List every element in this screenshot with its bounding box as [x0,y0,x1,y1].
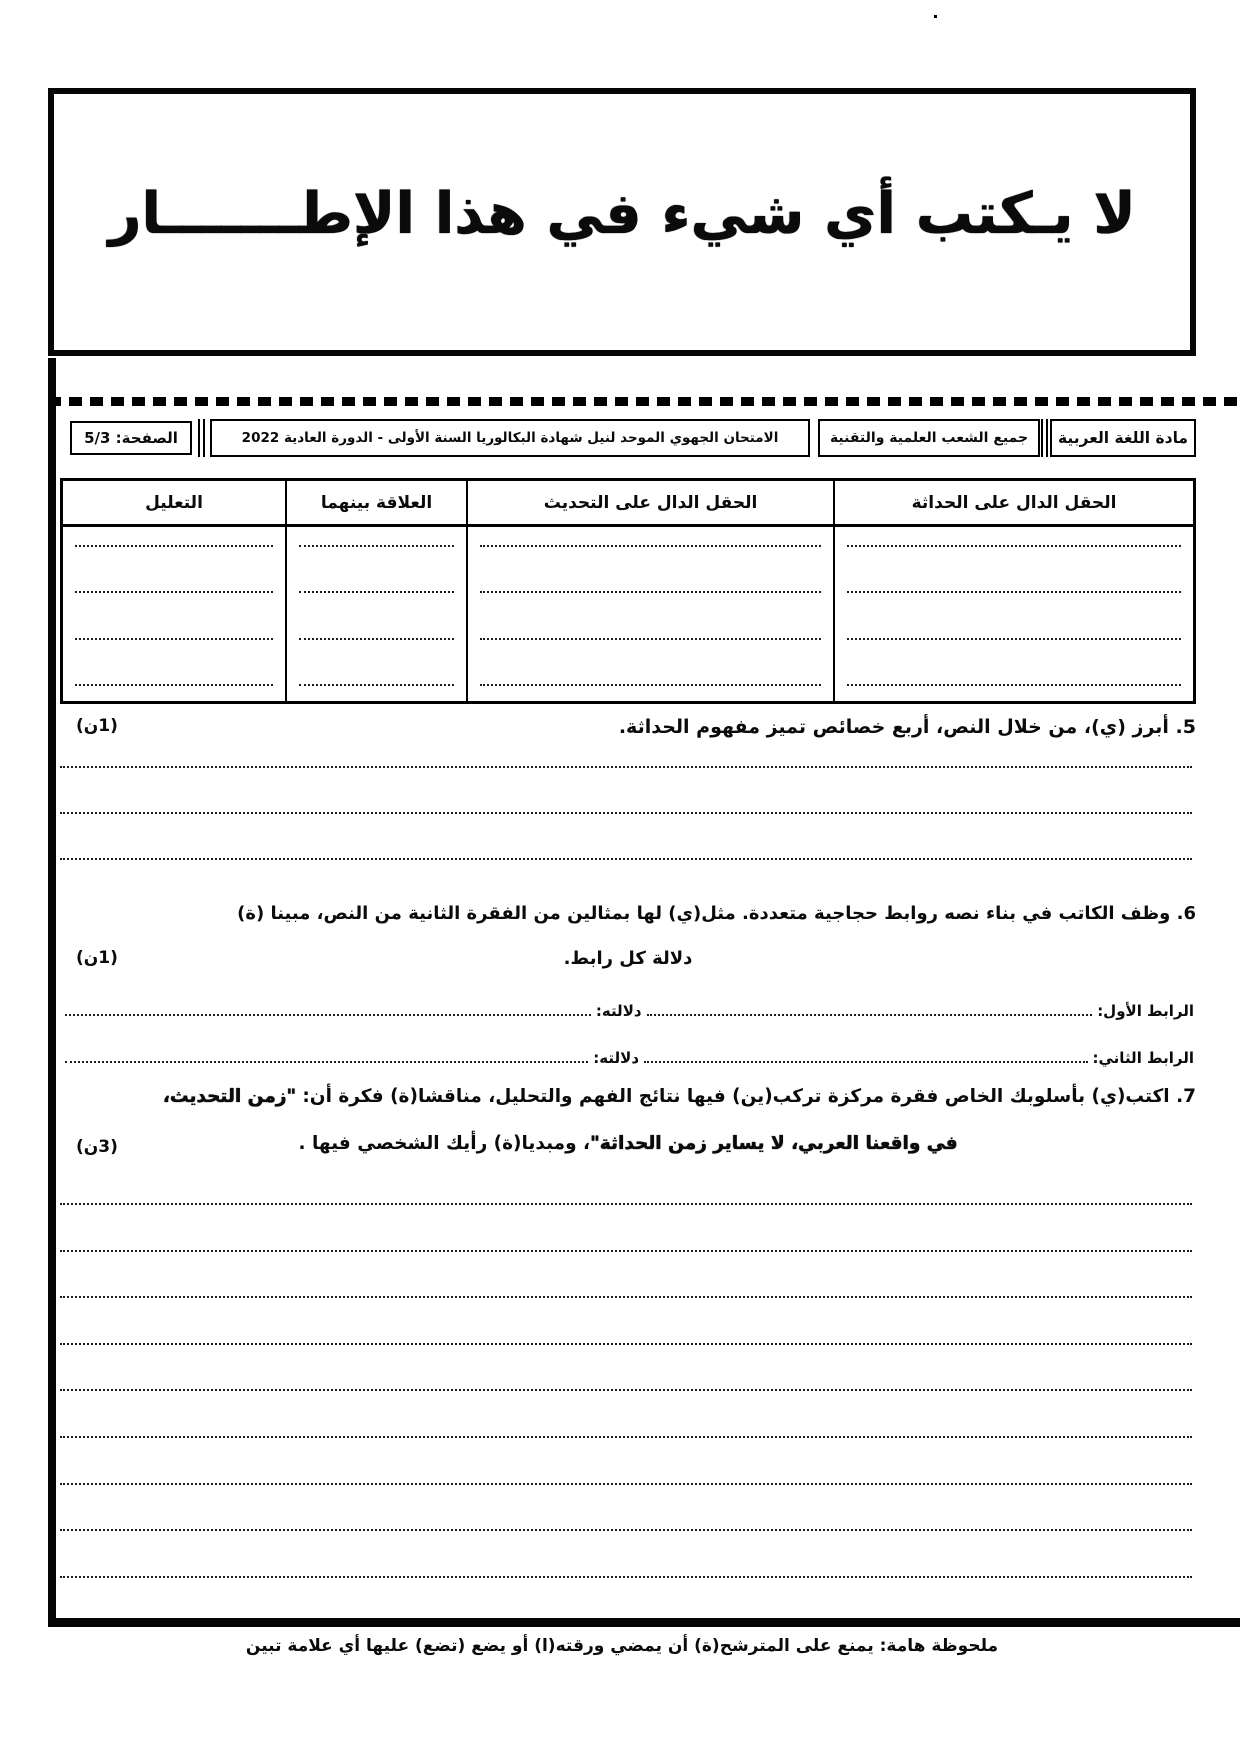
answer-line [60,1389,1192,1436]
answer-line [60,1250,1192,1297]
connector-1-meaning-label: دلالته: [595,1002,642,1020]
table-answer-line [480,545,821,547]
table-cell-justification [63,527,285,701]
analysis-table-body [63,527,1193,701]
question-5-text: 5. أبرز (ي)، من خلال النص، أربع خصائص تميز مفهوم الحداثة. [618,716,1196,738]
connector-2-answer-line [644,1061,1087,1063]
table-cell-relationship [285,527,466,701]
connector-2-label: الرابط الثاني: [1092,1049,1194,1067]
header-divider [1041,419,1048,457]
connector-2-meaning-label: دلالته: [593,1049,640,1067]
connector-2-row [60,1043,1194,1067]
table-cell-modernity [833,527,1193,701]
table-answer-line [299,591,454,593]
question-7-quote-start: "زمن التحديث، [162,1086,296,1107]
question-7-line2 [60,1133,1196,1157]
answer-line [60,1483,1192,1530]
subject-cell: مادة اللغة العربية [1050,419,1196,457]
answer-line [60,858,1192,904]
col-header-relationship: العلاقة بينهما [285,481,466,524]
table-answer-line [847,591,1181,593]
connector-1-label: الرابط الأول: [1097,1002,1194,1020]
q5-answer-lines [60,766,1192,904]
col-header-modernity-field: الحقل الدال على الحداثة [833,481,1193,524]
page-left-border [48,358,56,1622]
table-answer-line [480,638,821,640]
connector-2-meaning-line [65,1061,588,1063]
header-divider [198,419,205,457]
question-6-line1: 6. وظف الكاتب في بناء نصه روابط حجاجية متعددة. مثل(ي) لها بمثالين من الفقرة الثانية من النص، مبينا (ة) [237,903,1196,924]
table-answer-line [480,684,821,686]
question-7-intro: 7. اكتب(ي) بأسلوبك الخاص فقرة مركزة تركب(ين) فيها نتائج الفهم والتحليل، مناقشا(ة) فكرة أن: [295,1086,1196,1107]
table-answer-line [847,684,1181,686]
answer-line [60,1296,1192,1343]
answer-line [60,812,1192,858]
col-header-modernization-field: الحقل الدال على التحديث [466,481,833,524]
scan-speck [934,15,937,18]
connector-1-row [60,996,1194,1020]
table-cell-modernization [466,527,833,701]
footer-note: ملحوظة هامة: يمنع على المترشح(ة) أن يمضي ورقته(ا) أو يضع (تضع) عليها أي علامة تبين [245,1636,999,1656]
question-5-points: (1ن) [76,716,118,736]
answer-line [60,766,1192,812]
table-answer-line [847,638,1181,640]
answer-line [60,1436,1192,1483]
page-bottom-border [48,1618,1240,1627]
connector-1-meaning-line [65,1014,591,1016]
question-7-quote-end: في واقعنا العربي، لا يساير زمن الحداثة" [590,1133,958,1154]
table-answer-line [299,684,454,686]
answer-line [60,1203,1192,1250]
q7-answer-lines [60,1203,1192,1622]
col-header-justification: التعليل [145,492,203,513]
analysis-table [60,478,1196,704]
table-answer-line [75,591,273,593]
table-answer-line [847,545,1181,547]
table-answer-line [75,638,273,640]
answer-line [60,1343,1192,1390]
do-not-write-notice: لا يـكتب أي شيء في هذا الإطـــــــار [108,181,1136,247]
table-answer-line [299,545,454,547]
branches-cell: جميع الشعب العلمية والتقنية [818,419,1040,457]
question-6-line2 [60,948,1196,969]
analysis-table-header [63,481,1193,527]
table-answer-line [75,545,273,547]
question-7-outro: ، ومبديا(ة) رأيك الشخصي فيها . [298,1133,591,1154]
question-5 [60,716,1196,738]
connector-1-answer-line [647,1014,1093,1016]
table-answer-line [299,638,454,640]
dashed-separator [48,397,1240,406]
question-6-points: (1ن) [76,948,118,968]
exam-title-cell: الامتحان الجهوي الموحد لنيل شهادة البكالوريا السنة الأولى - الدورة العادية 2022 [210,419,810,457]
table-answer-line [75,684,273,686]
question-7-line1 [60,1086,1196,1107]
answer-line [60,1576,1192,1623]
question-6-line2-text: دلالة كل رابط. [563,948,693,969]
answer-line [60,1529,1192,1576]
do-not-write-frame [48,88,1196,356]
page-number-cell: الصفحة: 5/3 [70,421,192,455]
table-answer-line [480,591,821,593]
question-7-points: (3ن) [76,1137,118,1157]
